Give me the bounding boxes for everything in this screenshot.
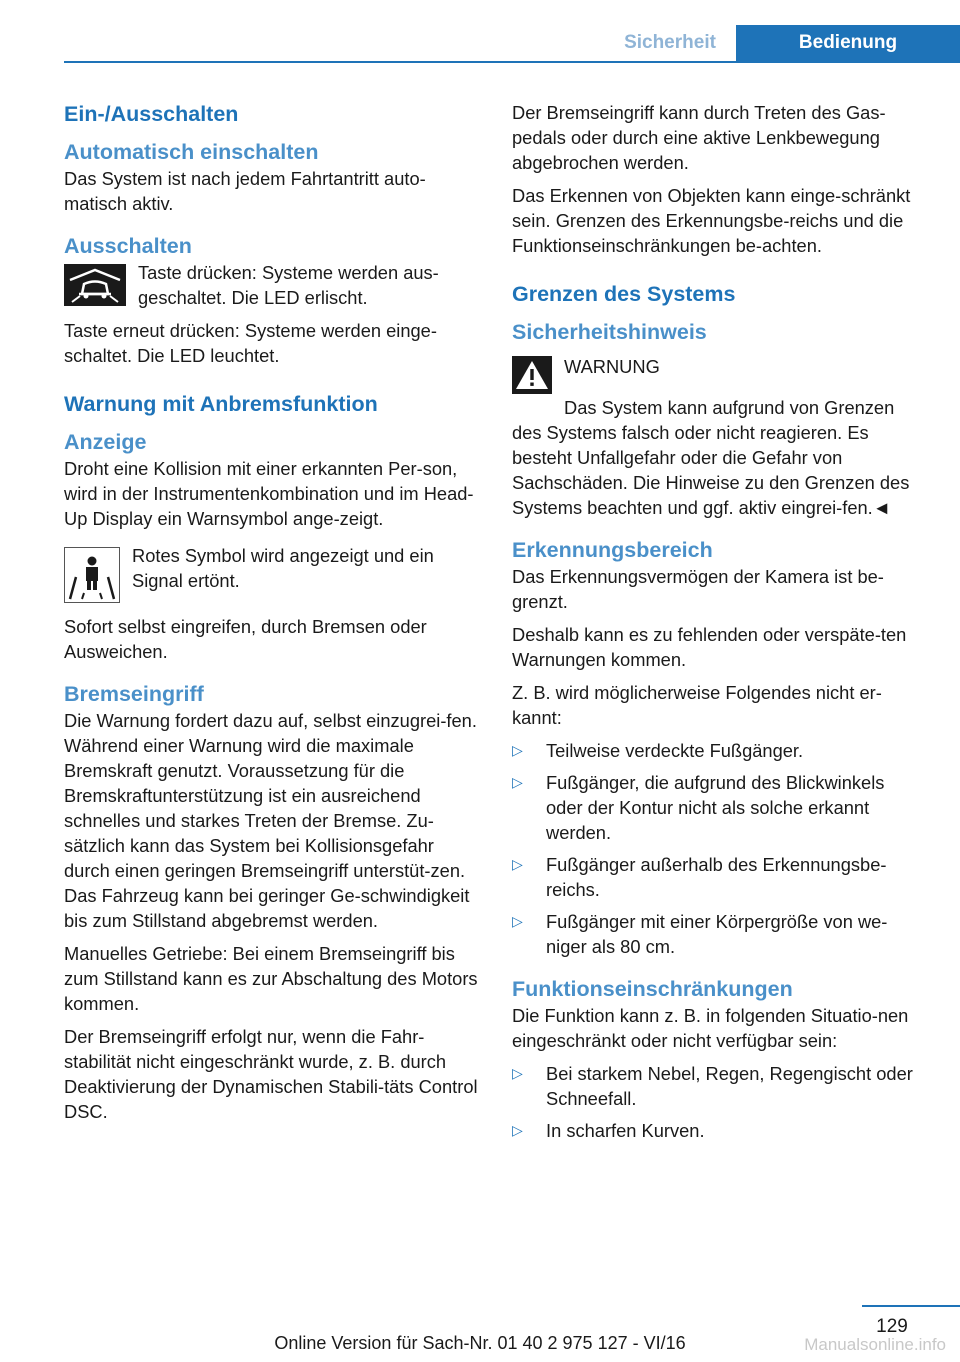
heading-off: Ausschalten [64,234,192,258]
list-item: ▷ Teilweise verdeckte Fußgänger. [512,740,804,761]
warning-text: Das System kann aufgrund von Grenzen des Systems falsch oder nicht reagieren. Es besteht Unfallgefahr oder die Gefahr von Sachschäden. Die Hinweise zu den Grenzen des Systems beachten und ggf. aktiv eingrei-fen.◄ [512,397,910,518]
text-brake-2: Manuelles Getriebe: Bei einem Bremseingriff bis zum Stillstand kann es zur Abschaltung des Motors kommen. [64,943,478,1014]
tab-operation[interactable]: Bedienung [736,25,960,61]
text-cancel: Der Bremseingriff kann durch Treten des Gas-pedals oder durch eine aktive Lenkbewegung abgebrochen werden. [512,102,886,173]
text-react: Sofort selbst eingreifen, durch Bremsen oder Ausweichen. [64,616,427,662]
heading-warning: Warnung mit Anbremsfunktion [64,392,378,416]
bullet-icon: ▷ [512,1122,523,1138]
text-brake-3: Der Bremseingriff erfolgt nur, wenn die Fahr-stabilität nicht eingeschränkt wurde, z. B. durch Deaktivierung der Dynamischen Stabili-täts Control DSC. [64,1026,478,1122]
bullet-icon: ▷ [512,856,523,872]
watermark: Manualsonline.info [804,1335,946,1354]
text-off-again: Taste erneut drücken: Systeme werden einge-schaltet. Die LED leuchtet. [64,320,437,366]
text-red-symbol: Rotes Symbol wird angezeigt und ein Signal ertönt. [132,545,434,591]
warning-triangle-icon [512,356,552,399]
collision-warning-button-icon [64,264,126,311]
online-version: Online Version für Sach-Nr. 01 40 2 975 127 - VI/16 [274,1333,686,1353]
list-item: ▷ Fußgänger, die aufgrund des Blickwinkels oder der Kontur nicht als solche erkannt werden. [512,772,885,843]
warning-title: WARNUNG [564,356,660,377]
heading-safety-note: Sicherheitshinweis [512,320,707,344]
tab-safety[interactable]: Sicherheit [624,32,716,53]
text-display: Droht eine Kollision mit einer erkannten Per-son, wird in der Instrumentenkombination und im Head-Up Display ein Warnsymbol ange-zeigt. [64,458,474,529]
header-rule [64,61,960,63]
bullet-icon: ▷ [512,742,523,758]
heading-brake: Bremseingriff [64,682,204,706]
list-item: ▷ In scharfen Kurven. [512,1120,705,1141]
heading-auto-on: Automatisch einschalten [64,140,319,164]
pedestrian-warning-icon [64,547,120,608]
text-brake-1: Die Warnung fordert dazu auf, selbst einzugrei-fen. Während einer Warnung wird die maximale Bremskraft genutzt. Voraussetzung für die Bremskraftunterstützung ist ein ausreichend schnelles und starkes Treten der Bremse. Zu-sätzlich kann das System bei Kollisionsgefahr durch einen geringen Bremseingriff unterstüt-zen. Das Fahrzeug kann bei geringer Ge-schwindigkeit bis zum Stillstand abgebremst werden. [64,710,477,931]
list-range [512,738,922,959]
symbol-row [64,543,482,608]
heading-limits: Grenzen des Systems [512,282,736,306]
page-number: 129 [876,1316,908,1337]
left-column [64,100,482,1132]
text-auto-on: Das System ist nach jedem Fahrtantritt auto-matisch aktiv. [64,168,426,214]
right-column [512,100,922,1150]
heading-func: Funktionseinschränkungen [512,977,793,1001]
warning-block [512,354,922,520]
text-range-2: Deshalb kann es zu fehlenden oder verspäte-ten Warnungen kommen. [512,624,907,670]
footer-rule [862,1305,960,1307]
text-range-1: Das Erkennungsvermögen der Kamera ist be-grenzt. [512,566,884,612]
bullet-icon: ▷ [512,774,523,790]
heading-display: Anzeige [64,430,147,454]
off-row [64,260,482,318]
text-func: Die Funktion kann z. B. in folgenden Situatio-nen eingeschränkt oder nicht verfügbar sein: [512,1005,909,1051]
heading-range: Erkennungsbereich [512,538,713,562]
bullet-icon: ▷ [512,913,523,929]
text-range-3: Z. B. wird möglicherweise Folgendes nicht er-kannt: [512,682,882,728]
text-detect: Das Erkennen von Objekten kann einge-schränkt sein. Grenzen des Erkennungsbe-reichs und die Funktionseinschränkungen be-achten. [512,185,911,256]
list-item: ▷ Bei starkem Nebel, Regen, Regengischt oder Schneefall. [512,1063,913,1109]
text-off: Taste drücken: Systeme werden aus-geschaltet. Die LED erlischt. [138,262,439,308]
bullet-icon: ▷ [512,1065,523,1081]
heading-onoff: Ein-/Ausschalten [64,102,239,126]
list-func [512,1061,922,1143]
list-item: ▷ Fußgänger mit einer Körpergröße von we-niger als 80 cm. [512,911,888,957]
list-item: ▷ Fußgänger außerhalb des Erkennungsbe-reichs. [512,854,887,900]
